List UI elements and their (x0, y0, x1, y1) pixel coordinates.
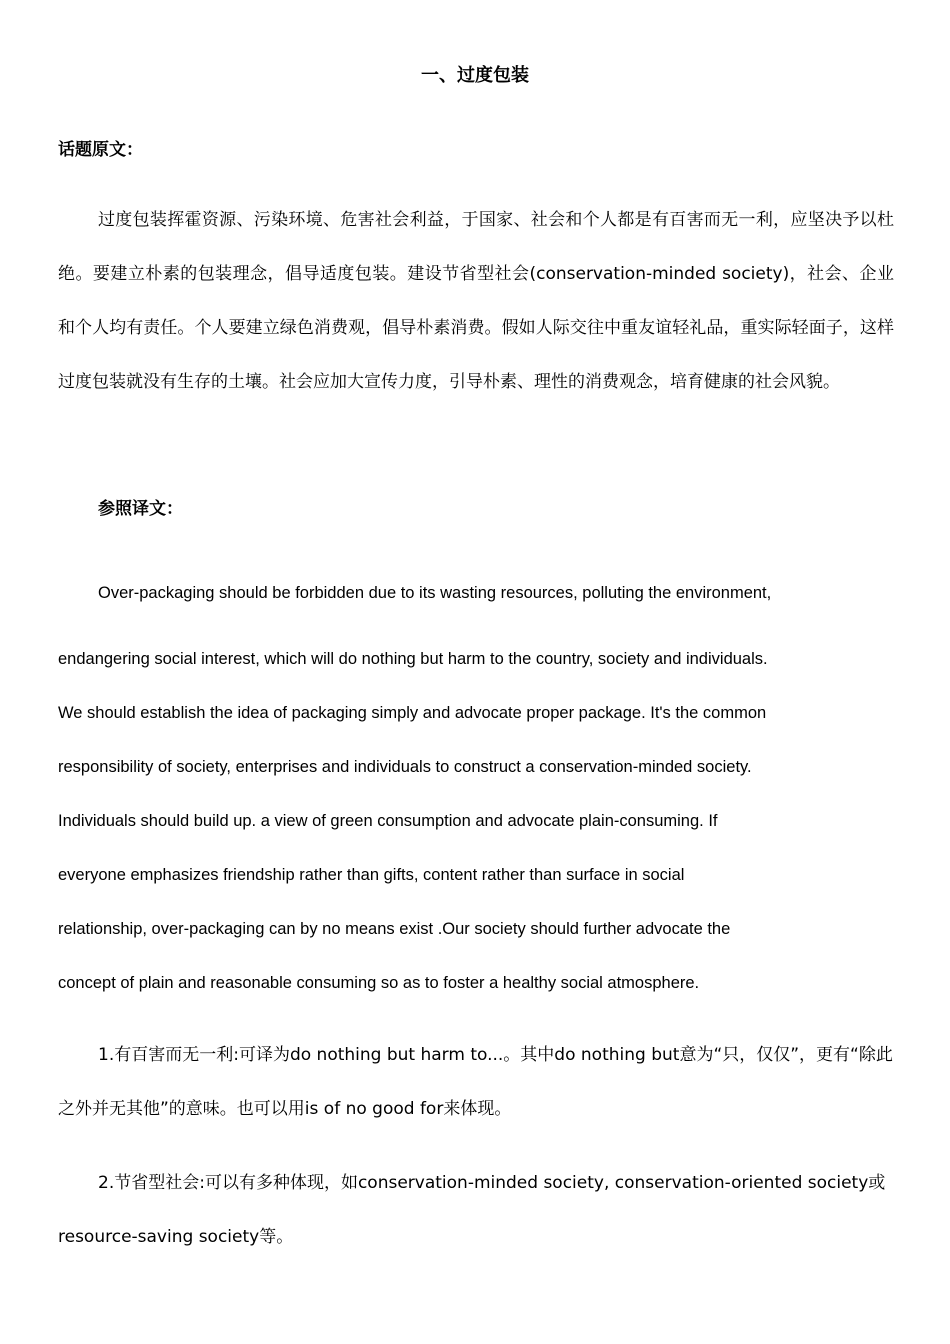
translation-line: relationship, over-packaging can by no means exist .Our society should further advocate the (58, 920, 731, 938)
note-1: 1.有百害而无一利:可译为do nothing but harm to...。其中do nothing but意为“只，仅仅”，更有“除此之外并无其他”的意味。也可以用is of no good for来体现。 (58, 1045, 893, 1119)
translation-line: responsibility of society, enterprises and individuals to construct a conservation-minded society. (58, 758, 752, 776)
translation-line: everyone emphasizes friendship rather than gifts, content rather than surface in social (58, 866, 685, 884)
note-2: 2.节省型社会:可以有多种体现，如conservation-minded society, conservation-oriented society或resource-saving society等。 (58, 1173, 886, 1247)
translation-line: Over-packaging should be forbidden due to its wasting resources, polluting the environment, (98, 584, 772, 602)
source-paragraph: 过度包装挥霍资源、污染环境、危害社会利益，于国家、社会和个人都是有百害而无一利，应坚决予以杜绝。要建立朴素的包装理念，倡导适度包装。建设节省型社会(conservation-minded society)，社会、企业和个人均有责任。个人要建立绿色消费观，倡导朴素消费。假如人际交往中重友谊轻礼品，重实际轻面子，这样过度包装就没有生存的土壤。社会应加大宣传力度，引导朴素、理性的消费观念，培育健康的社会风貌。 (58, 210, 894, 392)
translation-line: concept of plain and reasonable consuming so as to foster a healthy social atmosphere. (58, 974, 700, 992)
document-title: 一、过度包装 (421, 65, 529, 86)
translation-line: Individuals should build up. a view of green consumption and advocate plain-consuming. If (58, 812, 718, 830)
translation-heading: 参照译文： (98, 499, 183, 519)
translation-paragraph (58, 566, 894, 1010)
translation-line: We should establish the idea of packaging simply and advocate proper package. It's the common (58, 704, 767, 722)
translation-line: endangering social interest, which will do nothing but harm to the country, society and individuals. (58, 650, 768, 668)
source-heading: 话题原文： (58, 140, 143, 160)
